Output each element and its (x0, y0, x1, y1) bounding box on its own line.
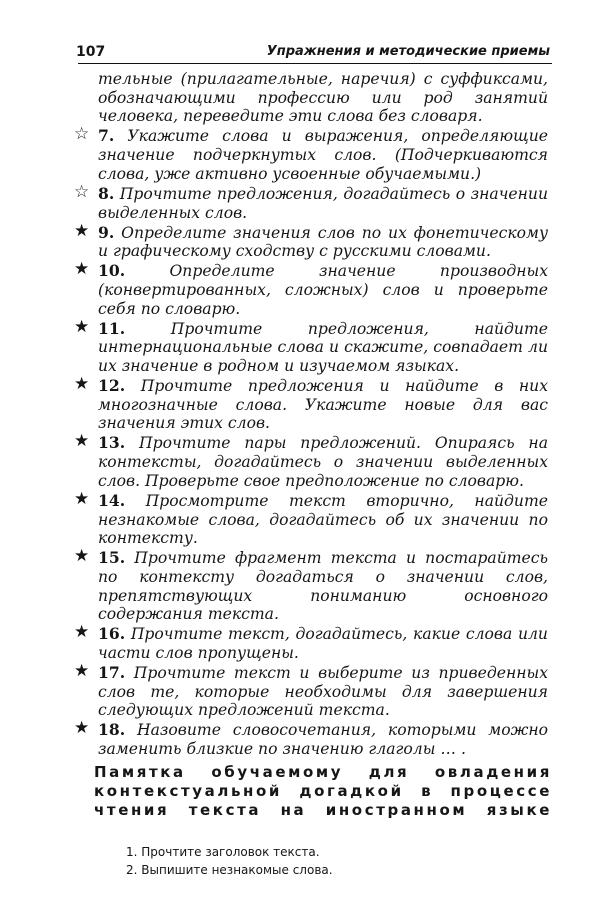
exercise-number: 13. (98, 433, 126, 453)
exercise-number: 12. (98, 376, 126, 396)
exercise-item (74, 661, 548, 720)
exercise-item (74, 220, 548, 261)
exercise-number: 15. (98, 548, 126, 568)
exercise-item (74, 622, 548, 663)
page-number: 107 (76, 44, 106, 60)
star-filled-icon: ★ (74, 431, 90, 452)
star-outline-icon: ☆ (74, 181, 90, 202)
exercise-text: Укажите слова и выражения, определяющие значение подчеркнутых слов. (Подчеркиваются слова, уже активно усвоенные обучаемыми.) (98, 127, 548, 183)
intro-paragraph: тельные (прилагательные, наречия) с суффиксами, обозначающими профессию или род занятий человека, переведите эти слова без словаря. (98, 70, 548, 126)
star-filled-icon: ★ (74, 374, 90, 395)
star-filled-icon: ★ (74, 622, 90, 643)
exercise-text: Прочтите предложения, найдите интернациональные слова и скажите, совпадает ли их значение в родном и изучаемом языках. (98, 319, 548, 376)
exercise-text: Прочтите предложения, догадайтесь о значении выделенных слов. (98, 184, 548, 222)
exercise-text: Прочтите текст и выберите из приведенных слов те, которые необходимы для завершения следующих предложений текста. (98, 664, 548, 720)
exercise-item (74, 374, 548, 433)
exercise-number: 17. (98, 663, 126, 683)
star-filled-icon: ★ (74, 259, 90, 280)
exercise-text: Прочтите предложения и найдите в них многозначные слова. Укажите новые для вас значения этих слов. (98, 377, 548, 433)
exercise-number: 7. (98, 126, 115, 146)
steps-list (126, 843, 333, 879)
star-filled-icon: ★ (74, 488, 90, 509)
exercise-number: 16. (98, 624, 126, 644)
exercise-number: 18. (98, 720, 126, 740)
list-item: 2. Выпишите незнакомые слова. (126, 863, 333, 877)
star-filled-icon: ★ (74, 718, 90, 739)
exercise-text: Определите значение производных (конвертированных, сложных) слов и проверьте себя по словарю. (98, 262, 548, 318)
running-title: Упражнения и методические приемы (266, 44, 550, 59)
list-item: 1. Прочтите заголовок текста. (126, 845, 320, 859)
header-divider (78, 63, 552, 64)
exercise-text: Прочтите текст, догадайтесь, какие слова или части слов пропущены. (98, 625, 548, 663)
exercise-list (74, 70, 548, 760)
exercise-text: Назовите словосочетания, которыми можно заменить близкие по значению глаголы … . (98, 721, 548, 759)
exercise-number: 10. (98, 261, 126, 281)
exercise-text: Прочтите фрагмент текста и постарайтесь по контексту догадаться о значении слов, препятствующих пониманию основного содержания текста. (98, 549, 548, 624)
star-outline-icon: ☆ (74, 124, 90, 145)
memo-heading: Памятка обучаемому для овладения контекстуальной догадкой в процессе чтения текста на иностранном языке (94, 763, 552, 819)
exercise-item (74, 546, 548, 624)
exercise-number: 8. (98, 183, 115, 203)
star-filled-icon: ★ (74, 546, 90, 567)
star-filled-icon: ★ (74, 661, 90, 682)
page-header (76, 40, 550, 62)
exercise-number: 9. (98, 222, 115, 242)
exercise-number: 11. (98, 318, 126, 338)
star-filled-icon: ★ (74, 316, 90, 337)
exercise-text: Определите значения слов по их фонетическому и графическому сходству с русскими словами. (98, 223, 548, 261)
exercise-number: 14. (98, 490, 126, 510)
exercise-item (74, 181, 548, 222)
exercise-item (74, 431, 548, 490)
exercise-text: Прочтите пары предложений. Опираясь на контексты, догадайтесь о значении выделенных слов. Проверьте свое предположение по словарю. (98, 434, 548, 490)
exercise-text: Просмотрите текст вторично, найдите незнакомые слова, догадайтесь об их значении по контексту. (98, 491, 548, 548)
exercise-item (74, 316, 548, 376)
star-filled-icon: ★ (74, 220, 90, 241)
exercise-item (74, 488, 548, 548)
exercise-item (74, 124, 548, 183)
exercise-item (74, 259, 548, 318)
exercise-item (74, 718, 548, 759)
